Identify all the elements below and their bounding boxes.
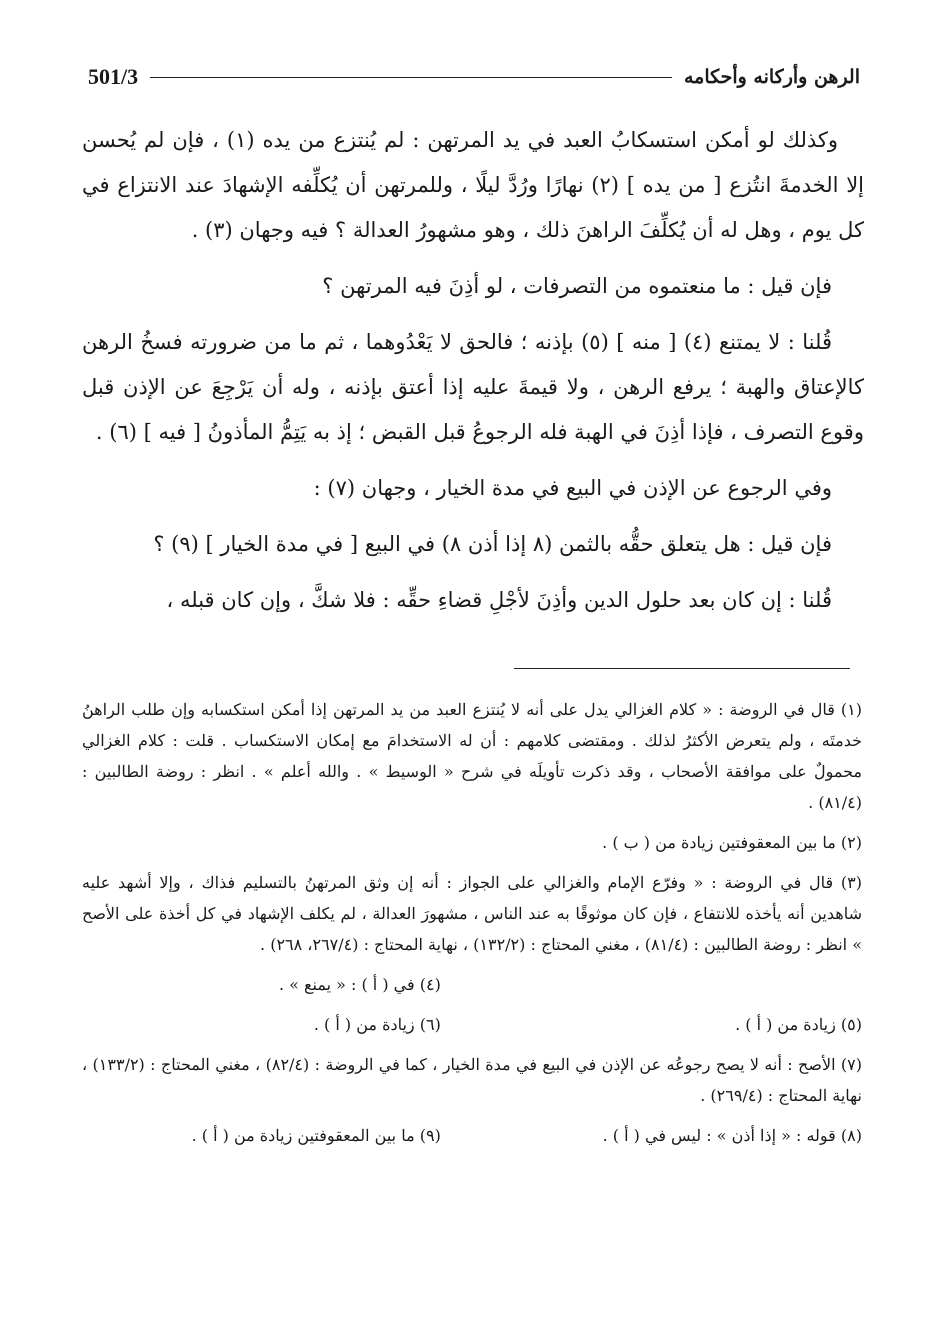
paragraph-1: وكذلك لو أمكن استسكابُ العبد في يد المرتهن : لم يُنتزع من يده (١) ، فإن لم يُحسن إلا الخدمةَ انتُزع [ من يده ] (٢) نهارًا ورُدَّ ليلًا ، وللمرتهن أن يُكلِّفه الإشهادَ عند الانتزاع في كل يوم ، وهل له أن يُكلِّفَ الراهنَ ذلك ، وهو مشهورُ العدالة ؟ فيه وجهان (٣) .: [82, 128, 864, 242]
footnote-separator: [514, 668, 850, 669]
footnote-7: (٧) الأصح : أنه لا يصح رجوعُه عن الإذن في البيع في مدة الخيار ، كما في الروضة : (٨٢/٤) ، مغني المحتاج : (١٣٣/٢) ، نهاية المحتاج : (٢٦٩/٤) .: [82, 1055, 862, 1105]
paragraph-2: فإن قيل : ما منعتموه من التصرفات ، لو أذِنَ فيه المرتهن ؟: [322, 274, 832, 298]
footnote-4: (٤) في ( أ ) : « يمنع » .: [278, 975, 441, 994]
page-number: 501/3: [88, 64, 139, 89]
main-text: [82, 118, 864, 634]
footnotes: [82, 694, 862, 1160]
header-rule: [150, 77, 672, 78]
footnote-row-5-6: [82, 1009, 862, 1040]
chapter-title: الرهن وأركانه وأحكامه: [683, 66, 860, 88]
footnote-3-tail-space: [441, 969, 862, 1000]
footnote-5: (٥) زيادة من ( أ ) .: [735, 1015, 862, 1034]
paragraph-5: فإن قيل : هل يتعلق حقُّه بالثمن (٨ إذا أذن ٨) في البيع [ في مدة الخيار ] (٩) ؟: [153, 532, 832, 556]
footnote-2: (٢) ما بين المعقوفتين زيادة من ( ب ) .: [602, 833, 862, 852]
footnote-9: (٩) ما بين المعقوفتين زيادة من ( أ ) .: [191, 1126, 441, 1145]
paragraph-3: قُلنا : لا يمتنع (٤) [ منه ] (٥) بإذنه ؛ فالحق لا يَعْدُوهما ، ثم ما من ضرورته فسخُ الرهن كالإعتاق والهبة ؛ يرفع الرهن ، ولا قيمةَ عليه إذا أعتق بإذنه ، وله أن يَرْجِعَ عن الإذن قبل وقوع التصرف ، فإذا أذِنَ في الهبة فله الرجوعُ قبل القبض ؛ إذ به يَتِمُّ المأذونُ [ فيه ] (٦) .: [82, 330, 864, 444]
footnote-1: (١) قال في الروضة : « كلام الغزالي يدل على أنه لا يُنتزع العبد من يد المرتهن إذا أمكن استكسابه وإن طلب الراهنُ خدمتَه ، ولم يتعرض الأكثرُ لذلك . ومقتضى كلامهم : أن له الاستخدامَ مع إمكان الاستكساب . قلت : كلام الغزالي محمولٌ على موافقة الأصحاب ، وقد ذكرت تأويلَه في شرح « الوسيط » . والله أعلم » . انظر : روضة الطالبين : (٨١/٤) .: [82, 700, 862, 812]
running-header: [88, 62, 860, 92]
footnote-6: (٦) زيادة من ( أ ) .: [313, 1015, 441, 1034]
paragraph-6: قُلنا : إن كان بعد حلول الدين وأذِنَ لأجْلِ قضاءِ حقِّه : فلا شكَّ ، وإن كان قبله ،: [166, 588, 832, 612]
footnote-8: (٨) قوله : « إذا أذن » : ليس في ( أ ) .: [602, 1126, 862, 1145]
paragraph-4: وفي الرجوع عن الإذن في البيع في مدة الخيار ، وجهان (٧) :: [313, 476, 832, 500]
footnote-row-8-9: [82, 1120, 862, 1151]
footnote-3: (٣) قال في الروضة : « وفرّع الإمام والغزالي على الجواز : أنه إن وثق المرتهنُ بالتسليم فذاك ، وإلا أشهد عليه شاهدين أنه يأخذه للانتفاع ، فإن كان موثوقًا به عند الناس ، مشهورَ العدالة ، لم يكلف الإشهاد في كل أخذة على الأصح » انظر : روضة الطالبين : (٨١/٤) ، مغني المحتاج : (١٣٢/٢) ، نهاية المحتاج : (٢٦٧/٤، ٢٦٨) .: [82, 873, 862, 954]
footnote-row-4: [82, 969, 862, 1000]
